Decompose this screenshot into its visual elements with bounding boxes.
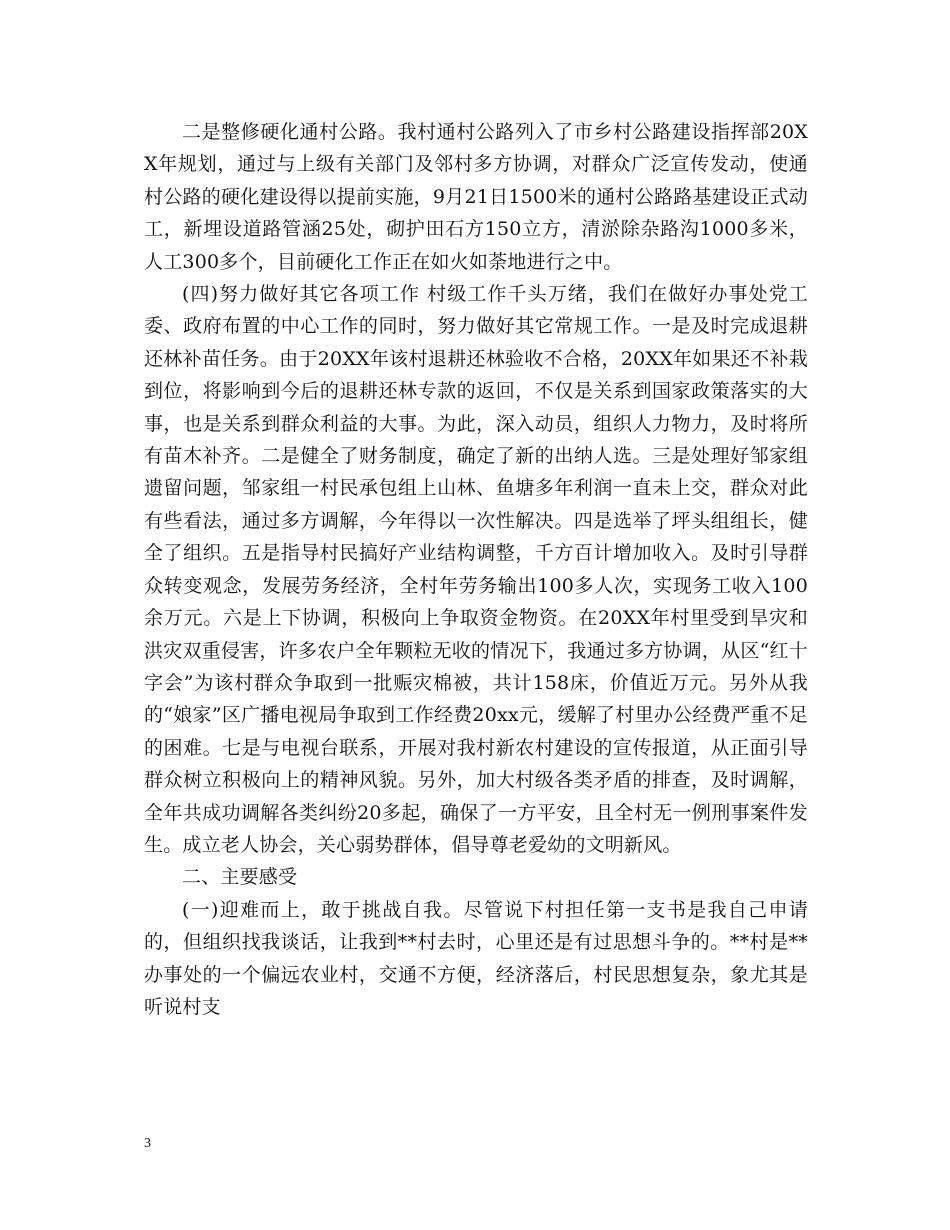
section-heading-main-feelings: 二、主要感受 [182, 866, 298, 889]
paragraph-other-work: (四)努力做好其它各项工作 村级工作千头万绪，我们在做好办事处党工委、政府布置的中心工作的同时，努力做好其它常规工作。一是及时完成退耕还林补苗任务。由于20XX年该村退耕还林验收不合格，20XX年如果还不补栽到位，将影响到今后的退耕还林专款的返回，不仅是关系到国家政策落实的大事，也是关系到群众利益的大事。为此，深入动员，组织人力物力，及时将所有苗木补齐。二是健全了财务制度，确定了新的出纳人选。三是处理好邹家组遗留问题，邹家组一村民承包组上山林、鱼塘多年利润一直未上交，群众对此有些看法，通过多方调解，今年得以一次性解决。四是选举了坪头组组长，健全了组织。五是指导村民搞好产业结构调整，千方百计增加收入。及时引导群众转变观念，发展劳务经济，全村年劳务输出100多人次，实现务工收入100余万元。六是上下协调，积极向上争取资金物资。在20XX年村里受到旱灾和洪灾双重侵害，许多农户全年颗粒无收的情况下，我通过多方协调，从区“红十字会”为该村群众争取到一批赈灾棉被，共计158床，价值近万元。另外从我的“娘家”区广播电视局争取到工作经费20xx元，缓解了村里办公经费严重不足的困难。七是与电视台联系，开展对我村新农村建设的宣传报道，从正面引导群众树立积极向上的精神风貌。另外，加大村级各类矛盾的排查，及时调解，全年共成功调解各类纠纷20多起，确保了一方平安，且全村无一例刑事案件发生。成立老人协会，关心弱势群体，倡导尊老爱幼的文明新风。 [144, 283, 808, 856]
document-body [144, 116, 808, 1023]
page-number: 3 [144, 1136, 151, 1151]
paragraph-face-challenges: (一)迎难而上，敢于挑战自我。尽管说下村担任第一支书是我自己申请的，但组织找我谈话，让我到**村去时，心里还是有过思想斗争的。**村是**办事处的一个偏远农业村，交通不方便，经济落后，村民思想复杂，象尤其是听说村支 [144, 898, 808, 1018]
paragraph-road-construction: 二是整修硬化通村公路。我村通村公路列入了市乡村公路建设指挥部20XX年规划，通过与上级有关部门及邻村多方协调，对群众广泛宣传发动，使通村公路的硬化建设得以提前实施，9月21日1500米的通村公路路基建设正式动工，新埋设道路管涵25处，砌护田石方150立方，清淤除杂路沟1000多米，人工300多个，目前硬化工作正在如火如荼地进行之中。 [144, 121, 808, 273]
